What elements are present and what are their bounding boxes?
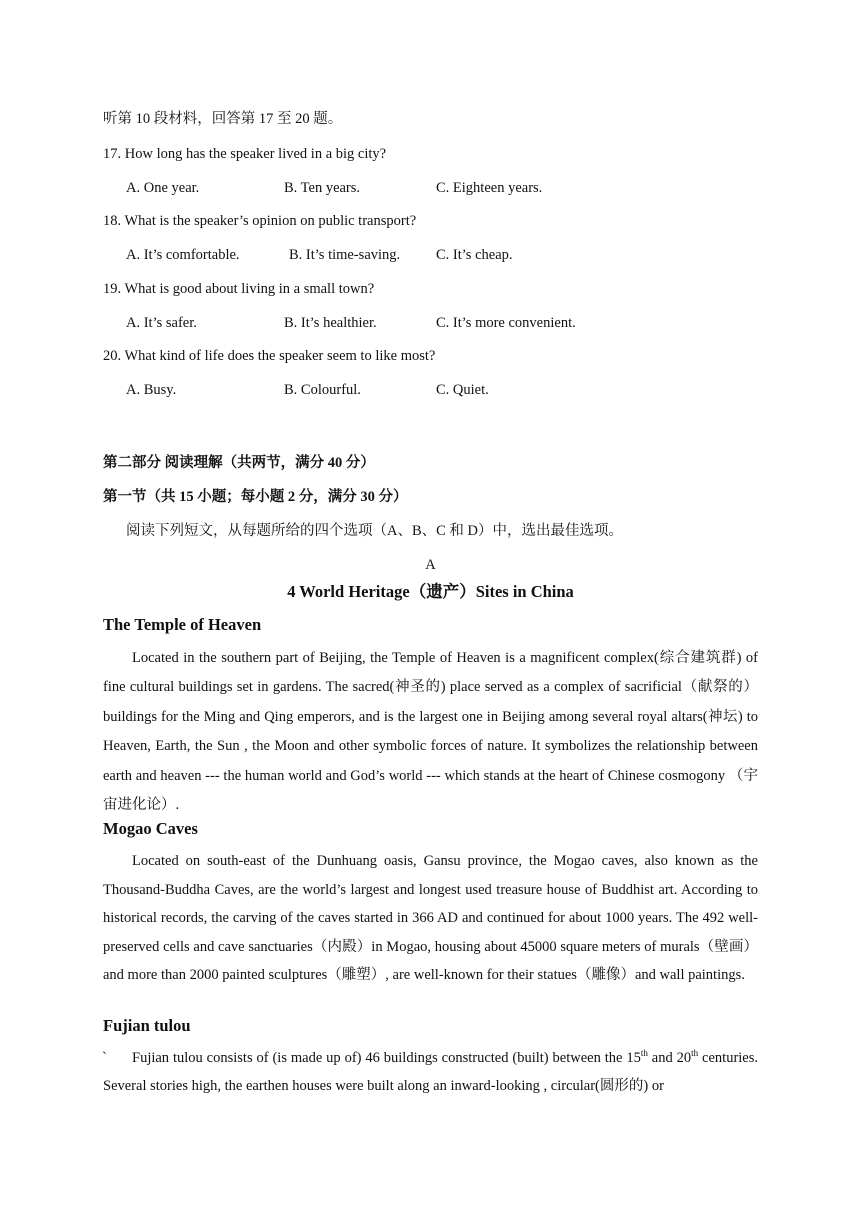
section-heading-mogao: Mogao Caves [103,819,198,838]
option-c: C. Quiet. [436,382,489,398]
option-c: C. It’s more convenient. [436,315,576,331]
question-19: 19. What is good about living in a small town? [103,281,375,297]
paragraph-text: Located in the southern part of Beijing, the Temple of Heaven is a magnificent complex(综合建筑群) of fine cultural buildings set in gardens. The sacred(神圣的) place served as a complex of sacrificial（献祭的） buildings for the Ming and Qing emperors, and is the largest one in Beijing among several royal altars(神坛) to Heaven, Earth, the Sun , the Moon and other symbolic forces of nature. It symbolizes the relationship between earth and heaven --- the human world and God’s world --- which stands at the heart of Chinese cosmogony （宇宙进化论）. [103,650,758,814]
section-title: 第一节（共 15 小题；每小题 2 分，满分 30 分） [103,489,408,505]
option-b: B. It’s time-saving. [289,247,401,263]
option-b: B. Colourful. [284,382,361,398]
superscript-th: th [691,1048,699,1059]
paragraph-tulou [103,1044,758,1100]
option-c: C. It’s cheap. [436,247,513,263]
listening-intro: 听第 10 段材料，回答第 17 至 20 题。 [103,111,343,127]
option-b: B. It’s healthier. [284,315,377,331]
passage-title: 4 World Heritage（遗产）Sites in China [287,582,574,601]
section-heading-temple: The Temple of Heaven [103,615,262,634]
option-c: C. Eighteen years. [436,180,543,196]
paragraph-text: Located on south-east of the Dunhuang oasis, Gansu province, the Mogao caves, also known as the Thousand-Buddha Caves, are the world’s largest and longest used treasure house of Buddhist art. According to historical records, the carving of the caves started in 366 AD and continued for about 1000 years. The 492 well-preserved cells and cave sanctuaries（内殿）in Mogao, housing about 45000 square meters of murals（壁画）and more than 2000 painted sculptures（雕塑）, are well-known for their statues（雕像）and wall paintings. [103,853,758,984]
part-title: 第二部分 阅读理解（共两节，满分 40 分） [103,455,375,471]
text-part-1: Fujian tulou consists of (is made up of) 46 buildings constructed (built) between the 15 [132,1050,641,1066]
question-17: 17. How long has the speaker lived in a big city? [103,146,387,162]
option-a: A. It’s comfortable. [126,247,240,263]
option-a: A. One year. [126,180,200,196]
section-heading-tulou: Fujian tulou [103,1016,191,1035]
option-a: A. Busy. [126,382,177,398]
option-b: B. Ten years. [284,180,361,196]
question-18: 18. What is the speaker’s opinion on public transport? [103,213,417,229]
stray-mark: ` [102,1050,107,1066]
paragraph-text [103,1044,758,1100]
option-a: A. It’s safer. [126,315,197,331]
instructions: 阅读下列短文，从每题所给的四个选项（A、B、C 和 D）中，选出最佳选项。 [126,523,624,539]
superscript-th: th [640,1048,648,1059]
paragraph-temple [103,644,758,820]
passage-letter: A [425,557,436,573]
text-part-3: centuries. Several stories high, the earthen houses were built along an inward-looking , circular(圆形的) or [103,1050,759,1094]
question-20: 20. What kind of life does the speaker seem to like most? [103,348,436,364]
paragraph-mogao [103,847,758,990]
text-part-2: and 20 [647,1050,692,1066]
